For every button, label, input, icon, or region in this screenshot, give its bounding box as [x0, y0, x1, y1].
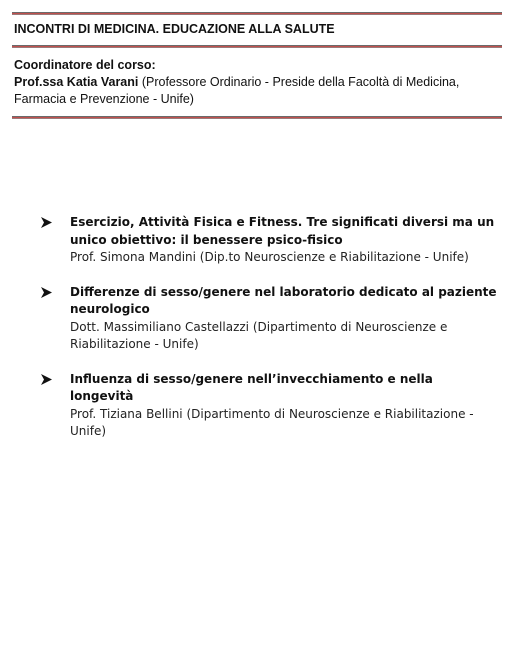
coordinator-block [14, 57, 504, 108]
page-title: INCONTRI DI MEDICINA. EDUCAZIONE ALLA SALUTE [14, 22, 335, 36]
talk-speaker: Dott. Massimiliano Castellazzi (Dipartimento di Neuroscienze e Riabilitazione - Unife) [70, 319, 448, 351]
list-item [40, 371, 498, 441]
talk-title: Esercizio, Attività Fisica e Fitness. Tre significati diversi ma un unico obiettivo: il benessere psico-fisico [70, 215, 495, 247]
list-item [40, 214, 498, 267]
arrowhead-bullet-icon [40, 284, 54, 301]
talk-list [40, 214, 498, 458]
header-divider [12, 45, 502, 48]
talk-speaker: Prof. Tiziana Bellini (Dipartimento di Neuroscienze e Riabilitazione - Unife) [70, 406, 474, 438]
top-divider [12, 12, 502, 15]
arrowhead-bullet-icon [40, 371, 54, 388]
list-item [40, 284, 498, 354]
coordinator-affiliation: (Professore Ordinario - Preside della Facoltà di Medicina, Farmacia e Prevenzione - Unife) [14, 75, 460, 106]
coordinator-label: Coordinatore del corso: [14, 58, 156, 72]
arrowhead-bullet-icon [40, 214, 54, 231]
coordinator-name: Prof.ssa Katia Varani [14, 75, 139, 89]
talk-title: Influenza di sesso/genere nell’invecchiamento e nella longevità [70, 371, 433, 403]
coordinator-divider [12, 116, 502, 119]
talk-speaker: Prof. Simona Mandini (Dip.to Neuroscienze e Riabilitazione - Unife) [70, 250, 469, 264]
talk-title: Differenze di sesso/genere nel laboratorio dedicato al paziente neurologico [70, 284, 497, 316]
